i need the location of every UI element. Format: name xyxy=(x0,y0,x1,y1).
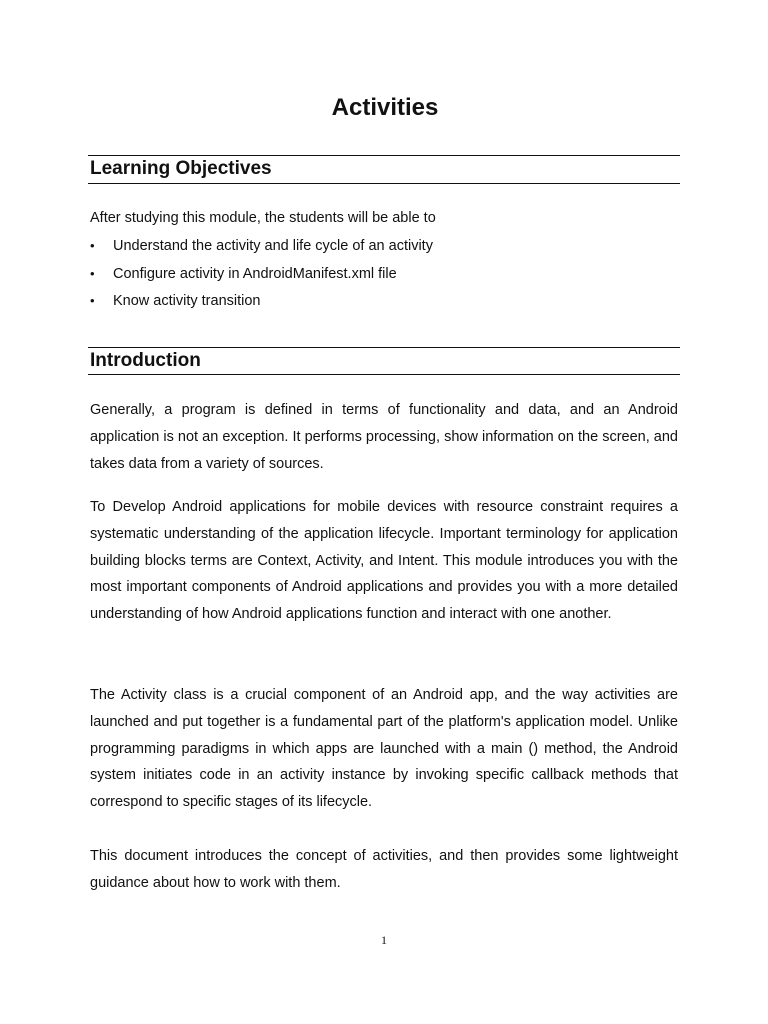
list-item-text: Understand the activity and life cycle of an activity xyxy=(113,238,433,254)
list-item xyxy=(90,264,433,292)
intro-paragraph-2: To Develop Android applications for mobile devices with resource constraint requires a systematic understanding of the application lifecycle. Important terminology for application building blocks terms are Context, Activity, and Intent. This module introduces you with the most important components of Android applications and provides you with a more detailed understanding of how Android applications function and interact with one another. xyxy=(90,499,678,623)
section-heading-learning-objectives: Learning Objectives xyxy=(88,155,680,184)
section-heading-introduction: Introduction xyxy=(88,347,680,375)
list-item-text: Configure activity in AndroidManifest.xml file xyxy=(113,265,397,282)
list-item-text: Know activity transition xyxy=(113,293,261,309)
list-item xyxy=(90,236,433,264)
document-title: Activities xyxy=(331,94,439,121)
page-number: 1 xyxy=(381,933,387,947)
objectives-lead-text: After studying this module, the students will be able to xyxy=(90,210,436,226)
intro-paragraph-3: The Activity class is a crucial component of an Android app, and the way activities are launched and put together is a fundamental part of the platform's application model. Unlike programming paradigms in which apps are launched with a main () method, the Android system initiates code in an activity instance by invoking specific callback methods that correspond to specific stages of its lifecycle. xyxy=(90,687,678,811)
document-page xyxy=(90,0,680,1024)
intro-paragraph-1: Generally, a program is defined in terms of functionality and data, and an Android application is not an exception. It performs processing, show information on the screen, and takes data from a variety of sources. xyxy=(90,402,678,472)
bullet-icon: • xyxy=(90,238,95,253)
objectives-list xyxy=(90,236,433,319)
intro-paragraph-4: This document introduces the concept of activities, and then provides some lightweight guidance about how to work with them. xyxy=(90,848,678,891)
bullet-icon: • xyxy=(90,293,95,308)
bullet-icon: • xyxy=(90,265,95,281)
list-item xyxy=(90,291,433,319)
